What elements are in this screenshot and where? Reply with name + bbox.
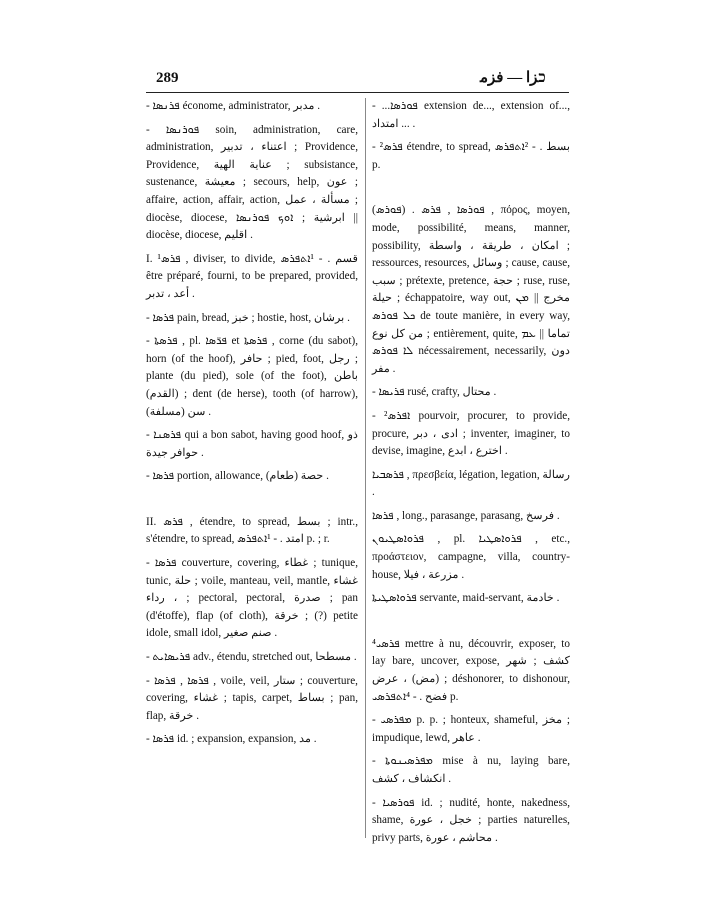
dictionary-entry: - ܡܦܪܣܝܢܘܬܐ mise à nu, laying bare, انكشاف ، كشف . <box>372 755 570 785</box>
dictionary-entry: - ...ܦܘܪܣܐ extension de..., extension of..., امتداد ... . <box>372 100 570 130</box>
entry-gap <box>372 614 570 636</box>
page-number: 289 <box>156 70 179 86</box>
dictionary-entry: - ܦܪܣܬܐ , pl. ܦܪ̈ܣܐ et ܦܪܣܬܐ , corne (du sabot), horn (of the hoof), حافر ; pied, foot, رجل ; plante (du pied), sole (of the foot), باطن (القدم) ; dent (de herse), tooth (of harrow), سن (مسلفة) . <box>146 335 358 418</box>
entry-gap <box>146 492 358 514</box>
dictionary-entry: - ܦܘܪܢܣܐ soin, administration, care, administration, اعتناء ، تدبير ; Providence, Providence, عناية الهية ; subsistance, sustenance, معيشة ; secours, help, عون ; affaire, action, affair, action, مسألة ، عمل ; diocèse, diocese, ابرشية ; ܐܘܟ ܦܘܪܢܣܐ || diocèse, diocese, اقليم . <box>146 123 359 242</box>
dictionary-entry: - ²ܐܦܪܣ pourvoir, procurer, to provide, procure, ادى ، دبر ; inventer, imaginer, to devise, imagine, اخترع ، ابدع . <box>372 409 570 458</box>
dictionary-entry: ܦܪܣܐ , long., parasange, parasang, فرسخ . <box>372 509 560 522</box>
right-column <box>372 98 570 853</box>
dictionary-entry: II. ܦܪܣ , étendre, to spread, بسط ; intr., s'étendre, to spread, امتد . - ¹ܐܬܦܪܣ p. ; r. <box>146 515 359 546</box>
dictionary-entry: ⁴ܦܪܣܝ mettre à nu, découvrir, exposer, to lay bare, uncover, expose, كشف ; شهر (مض) ، عرض ; déshonorer, to dishonour, فضح . - ⁴ܐܬܦܪܣܝ p. <box>372 637 570 703</box>
dictionary-entry: - ܦܪܣܐ couverture, covering, غطاء ; tunique, tunic, حلة ; voile, manteau, veil, mantle, غشاء ، رداء ; pectoral, pectoral, صدرة ; pan (d'étoffe), flap (of cloth), خرقة ; (?) petite idole, small idol, صنم صغير . <box>146 557 359 640</box>
dictionary-entry: - ܦܪܣܐ pain, bread, خبز ; hostie, host, برشان . <box>146 311 350 324</box>
dictionary-entry: - ܦܪܣܐ , ܦܪܣܐ , voile, veil, ستار ; couverture, covering, غشاء ; tapis, carpet, بساط ; pan, flap, خرقة . <box>146 674 358 722</box>
dictionary-entry: - ܦܪܝܣܐܝܬ adv., étendu, stretched out, مسطحا . <box>146 651 357 664</box>
dictionary-entry: - ²ܦܪܣ étendre, to spread, بسط . - ²ܐܬܦܪܣ p. <box>372 141 570 171</box>
header-rule <box>146 92 569 93</box>
running-head: ﬤﺰﺍ — ﻓﺰﻣ <box>480 70 546 86</box>
dictionary-entry: - ܦܪܢܣܐ économe, administrator, ﻣﺪﺑﺮ . <box>146 100 321 112</box>
dictionary-entry: ܦܪܘܐܣܛܝܬܐ servante, maid-servant, خادمة . <box>372 592 560 605</box>
dictionary-entry: (ܦܘܪܣ) . ܦܘܪܣܐ , ܦܪܣ , πόρος, moyen, mode, possibilité, means, manner, possibility, امكان ، طريقة ، واسطة ; ressources, resources, وسائل ; cause, cause, سبب ; prétexte, pretence, حجة ; ruse, ruse, حيلة ; échappatoire, way out, مخرج || ܡܢ ܟܠ ܦܘܪܣ de toute manière, in every way, من كل نوع ; entièrement, quite, تماما || ܥܡ ܠܐ ܦܘܪܣ nécessairement, necessarily, دون مفر . <box>372 204 571 375</box>
dictionary-entry: - ܦܪܣܢܐ qui a bon sabot, having good hoof, ذو حوافر جيدة . <box>146 429 358 459</box>
dictionary-entry: - ܦܪܝܣܐ rusé, crafty, محتال . <box>372 386 497 399</box>
column-divider <box>365 98 366 838</box>
entry-gap <box>372 180 570 202</box>
dictionary-entry: ܦܪܣܒܝܐ , πρεσβεία, légation, legation, رسالة . <box>372 468 571 499</box>
dictionary-entry: - ܦܪܣܐ id. ; expansion, expansion, مد . <box>146 733 317 746</box>
dictionary-entry: - ܦܘܪܣܝܐ id. ; nudité, honte, nakedness, shame, خجل ، عورة ; parties naturelles, privy parts, محاشم ، عورة . <box>372 796 571 844</box>
left-column <box>146 98 358 755</box>
dictionary-entry: - ܦܪܣܐ portion, allowance, حصة (طعام) . <box>146 470 329 483</box>
dictionary-entry: ܦܪܘܐܣܛܝܘܢ , pl. ܦܪܘܐܣܛܝܐ , etc., προάστειον, campagne, villa, country-house, مزرعة ، فيلا . <box>372 533 571 581</box>
dictionary-entry: - ܡܦܪܣܝ p. p. ; honteux, shameful, مخز ; impudique, lewd, عاهر . <box>372 714 570 744</box>
dictionary-entry: I. ܦܪܣ¹ , diviser, to divide, قسم . - ¹ܐܬܦܪܣ être préparé, fourni, to be prepared, provided, أعد ، تدبر . <box>146 252 359 300</box>
